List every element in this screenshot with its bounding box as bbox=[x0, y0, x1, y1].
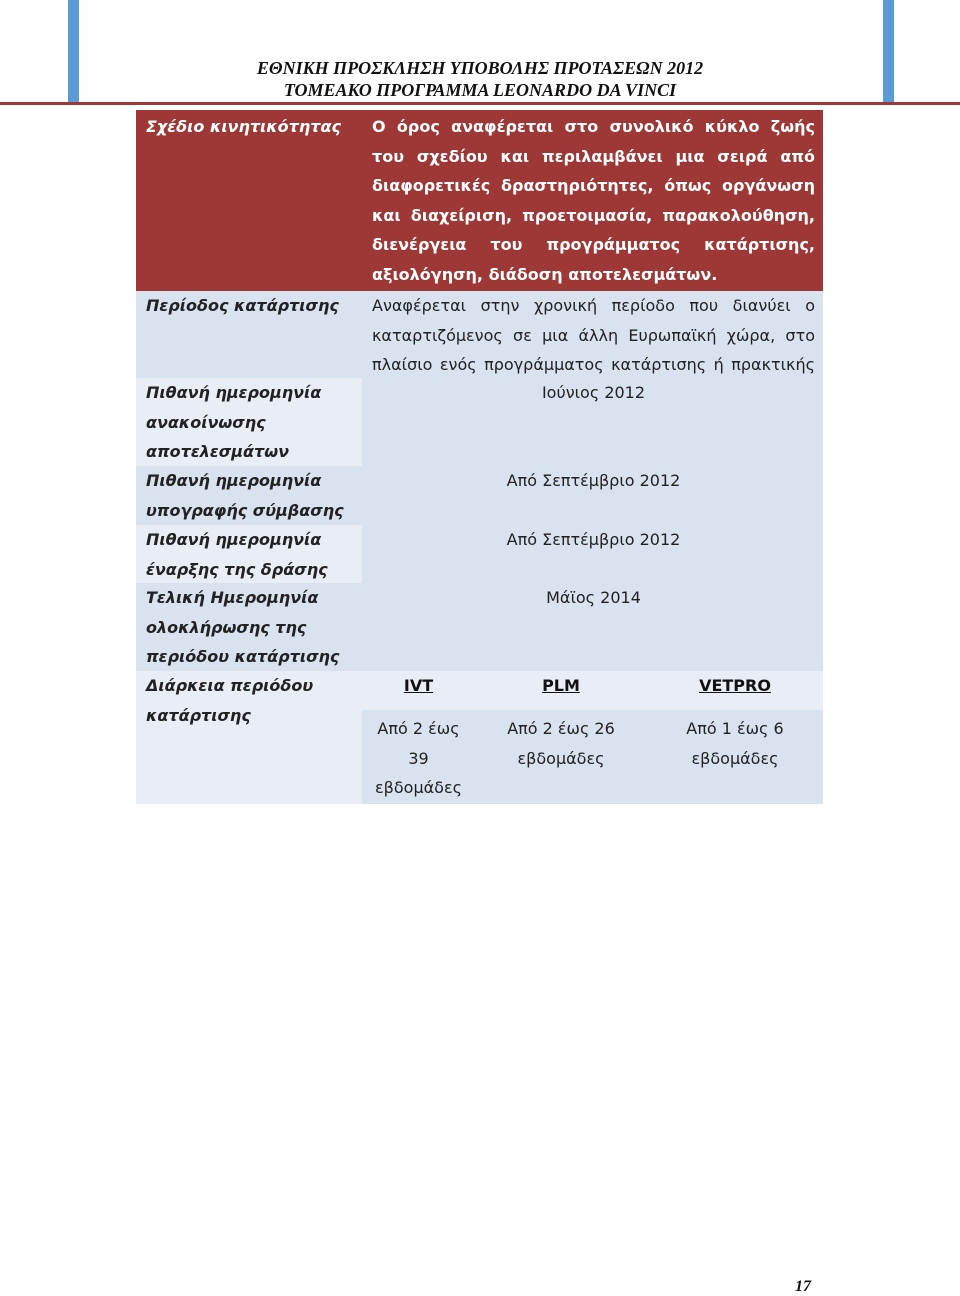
row-end-date bbox=[136, 583, 823, 671]
row-announce-date bbox=[136, 378, 823, 466]
duration-col-plm-header: PLM bbox=[475, 671, 647, 710]
duration-col-vetpro-value: Από 1 έως 6 εβδομάδες bbox=[647, 710, 823, 804]
header-title-line-2: ΤΟΜΕΑΚΟ ΠΡΟΓΡΑΜΜΑ LEONARDO DA VINCI bbox=[283, 80, 677, 100]
row-start-date bbox=[136, 525, 823, 583]
row-label: Τελική Ημερομηνία ολοκλήρωσης της περιόδου κατάρτισης bbox=[136, 583, 362, 671]
header-title-line-1: ΕΘΝΙΚΗ ΠΡΟΣΚΛΗΣΗ ΥΠΟΒΟΛΗΣ ΠΡΟΤΑΣΕΩΝ 2012 bbox=[256, 58, 704, 78]
row-label: Πιθανή ημερομηνία έναρξης της δράσης bbox=[136, 525, 362, 583]
duration-col-vetpro-header: VETPRO bbox=[647, 671, 823, 710]
row-contract-date bbox=[136, 466, 823, 525]
header-divider bbox=[0, 102, 960, 105]
row-value: Μάϊος 2014 bbox=[362, 583, 823, 671]
row-mobility-plan bbox=[136, 110, 823, 291]
row-duration bbox=[136, 671, 823, 804]
row-label: Περίοδος κατάρτισης bbox=[146, 296, 339, 315]
row-label: Πιθανή ημερομηνία υπογραφής σύμβασης bbox=[136, 466, 362, 525]
row-training-period bbox=[136, 291, 823, 378]
row-value: Από Σεπτέμβριο 2012 bbox=[362, 466, 823, 525]
row-value: Ιούνιος 2012 bbox=[362, 378, 823, 466]
row-label: Πιθανή ημερομηνία ανακοίνωσης αποτελεσμάτων bbox=[136, 378, 362, 466]
row-text: Αναφέρεται στην χρονική περίοδο που διανύει ο καταρτιζόμενος σε μια άλλη Ευρωπαϊκή χώρα, στο πλαίσιο ενός προγράμματος κατάρτισης ή πρακτικής bbox=[372, 296, 815, 374]
definitions-table bbox=[136, 110, 823, 804]
duration-col-ivt-value: Από 2 έως 39 εβδομάδες bbox=[362, 710, 475, 804]
row-label: Διάρκεια περιόδου κατάρτισης bbox=[136, 671, 362, 804]
row-label: Σχέδιο κινητικότητας bbox=[146, 117, 341, 136]
row-value: Από Σεπτέμβριο 2012 bbox=[362, 525, 823, 583]
duration-col-plm-value: Από 2 έως 26 εβδομάδες bbox=[475, 710, 647, 804]
row-text: Ο όρος αναφέρεται στο συνολικό κύκλο ζωής του σχεδίου και περιλαμβάνει μια σειρά από διαφορετικές δραστηριότητες, όπως οργάνωση και διαχείριση, προετοιμασία, παρακολούθηση, διενέργεια του προγράμματος κατάρτισης, αξιολόγηση, διάδοση αποτελεσμάτων. bbox=[372, 117, 815, 284]
duration-col-ivt-header: IVT bbox=[362, 671, 475, 710]
page-number: 17 bbox=[795, 1278, 811, 1295]
